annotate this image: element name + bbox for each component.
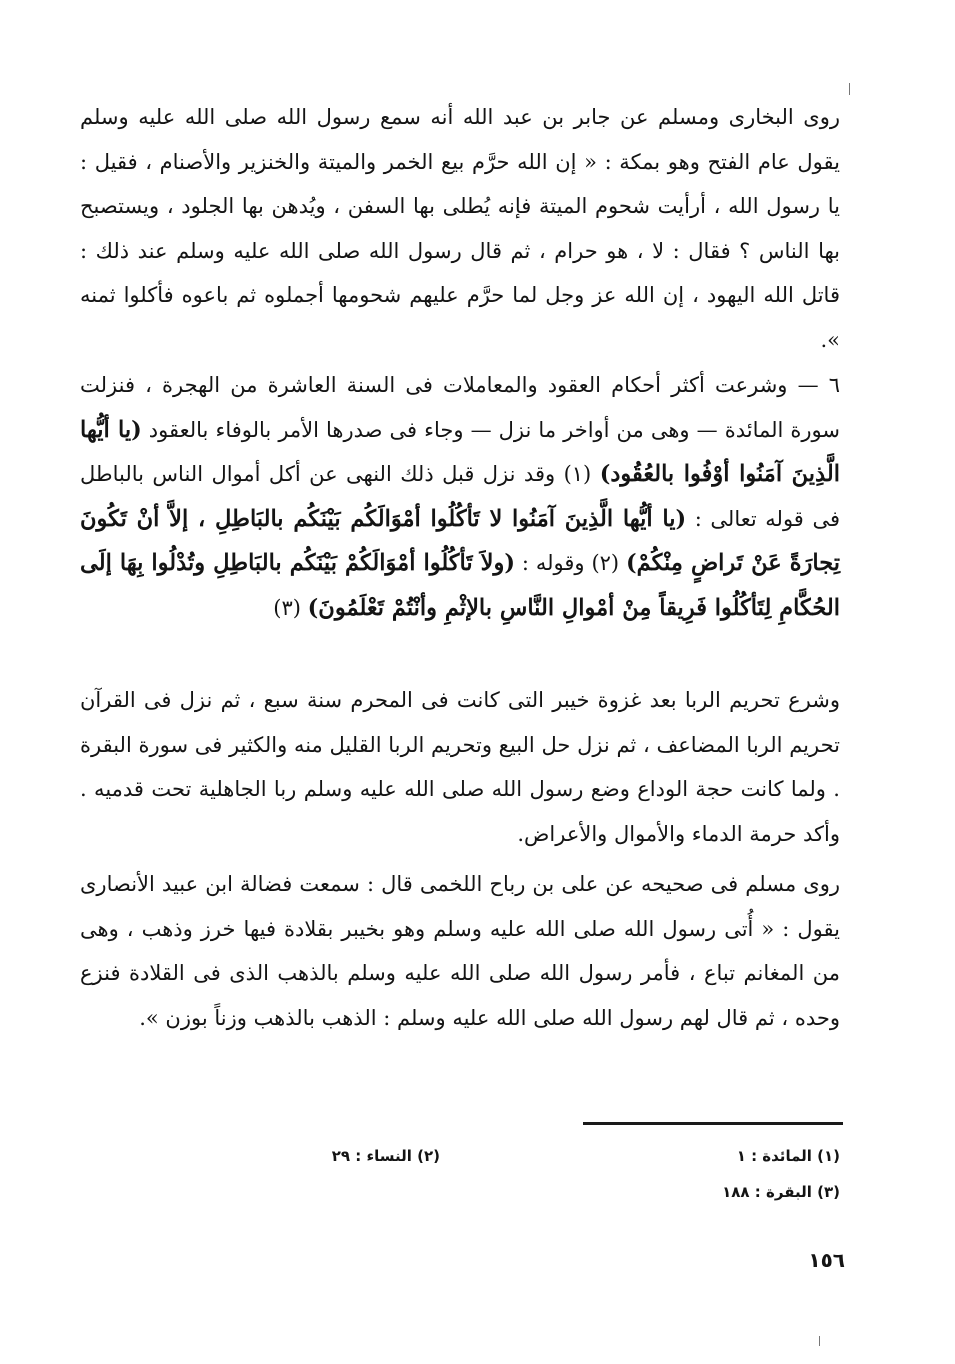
quran-verse: (ولاَ تَأكُلُوا أمْوَالَكُمْ بَيْنَكُم بالبَاطِلِ وتُدْلُوا بِهَا إلَى الحُكَّامِ لِتَأكُلُوا فَرِيقاً مِنْ أمْوالِ النَّاسِ بالإثْمِ وأنْتُمْ تَعْلَمُونَ) (80, 550, 840, 621)
footnote-1: (١) المائدة : ١ (736, 1147, 840, 1165)
paragraph-riba-prohibition: وشرع تحريم الربا بعد غزوة خيبر التى كانت فى المحرم سنة سبع ، ثم نزل فى القرآن تحريم الربا المضاعف ، ثم نزل حل البيع وتحريم الربا القليل منه والكثير فى سورة البقرة . ولما كانت حجة الوداع وضع رسول الله صلى الله عليه وسلم ربا الجاهلية تحت قدميه . وأكد حرمة الدماء والأموال والأعراض. (80, 688, 840, 846)
paragraph-text: (٢) وقوله : (521, 551, 620, 575)
quran-verse: (يا أيُّها الَّذِينَ آمَنُوا أوْفُوا بالعُقُود) (80, 416, 840, 487)
quran-verse: (يا أيُّها الَّذِينَ آمَنُوا لا تَأكُلُوا أمْوَالَكُم بَيْنَكُم بالبَاطِلِ ، إلاَّ أنْ تَكُونَ تِجارَةً عَنْ تَراضٍ مِنْكُمْ) (80, 505, 840, 576)
footnote-2: (٢) النساء : ٢٩ (331, 1147, 440, 1165)
scan-mark (849, 83, 850, 95)
page-number: ١٥٦ (808, 1248, 845, 1272)
footnotes (80, 1138, 840, 1210)
paragraph-hadith-muslim-fadala: روى مسلم فى صحيحه عن على بن رباح اللخمى قال : سمعت فضالة ابن عبيد الأنصارى يقول : « أُتى رسول الله صلى الله عليه وسلم وهو بخيبر بقلادة فيها خرز وذهب ، وهى من المغانم تباع ، فأمر رسول الله صلى الله عليه وسلم بالذهب الذى فى القلادة فنزع وحده ، ثم قال لهم رسول الله صلى الله عليه وسلم : الذهب بالذهب وزناً بوزن ». (80, 872, 840, 1030)
footnote-ref: (٣) (273, 595, 301, 620)
scan-mark (819, 1336, 820, 1346)
paragraph-point-6 (80, 363, 840, 630)
footnote-row (80, 1138, 840, 1174)
footnote-divider (583, 1122, 843, 1125)
paragraph-text: ٦ — وشرعت أكثر أحكام العقود والمعاملات فى السنة العاشرة من الهجرة ، فنزلت سورة المائدة — وهى من أواخر ما نزل — وجاء فى صدرها الأمر بالوفاء بالعقود (80, 373, 840, 442)
paragraph-hadith-bukhari-muslim: روى البخارى ومسلم عن جابر بن عبد الله أنه سمع رسول الله صلى الله عليه وسلم يقول عام الفتح وهو بمكة : « إن الله حرَّم بيع الخمر والميتة والخنزير والأصنام ، فقيل : يا رسول الله ، أرأيت شحوم الميتة فإنه يُطلى بها السفن ، ويُدهن بها الجلود ، ويستصبح بها الناس ؟ فقال : لا ، هو حرام ، ثم قال رسول الله صلى الله عليه وسلم عند ذلك : قاتل الله اليهود ، إن الله عز وجل لما حرَّم عليهم شحومها أجملوه ثم باعوه فأكلوا ثمنه ». (80, 105, 840, 352)
footnote-3: (٣) البقرة : ١٨٨ (722, 1183, 840, 1201)
footnote-row (80, 1174, 840, 1210)
paragraph-text: (١) وقد نزل قبل ذلك النهى عن أكل أموال الناس بالباطل فى قوله تعالى : (80, 462, 840, 531)
